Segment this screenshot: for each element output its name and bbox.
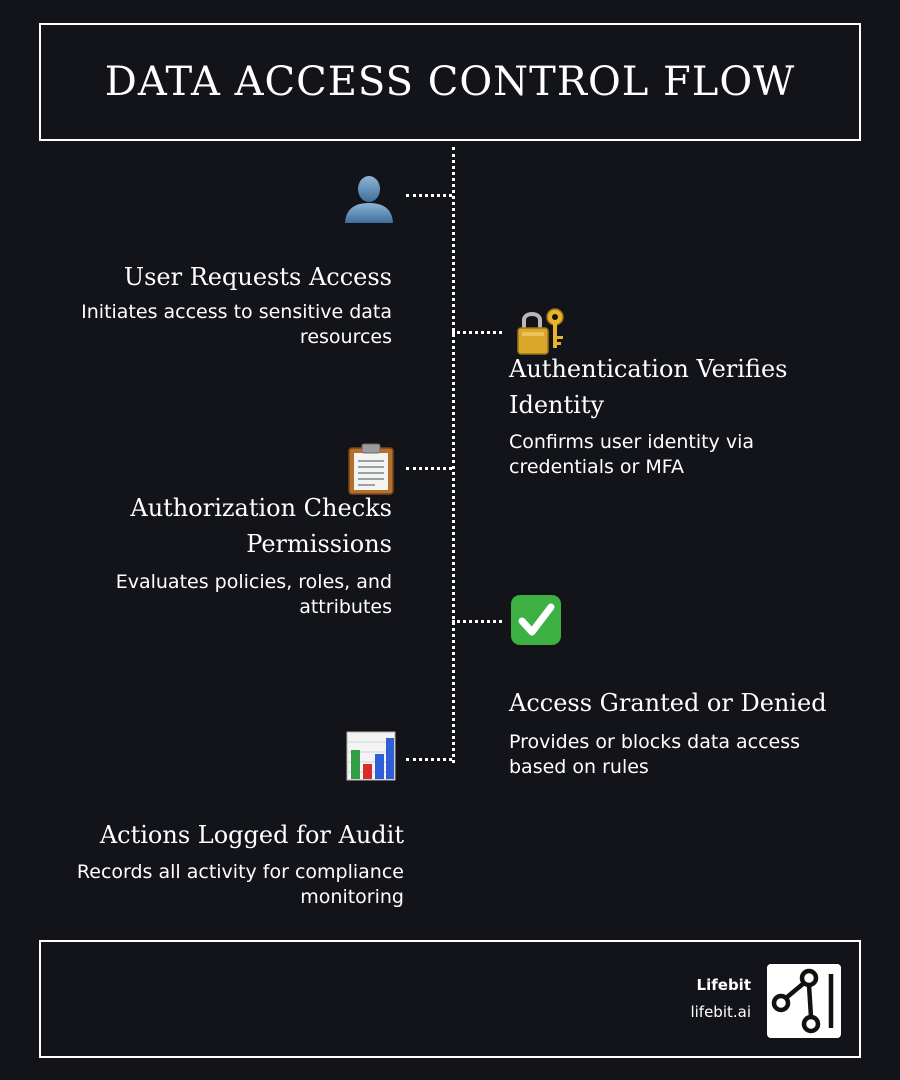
step-4-description: Provides or blocks data access based on rules — [509, 731, 801, 778]
lifebit-logo-icon — [767, 964, 841, 1038]
clipboard-icon — [345, 443, 397, 495]
connector-step-1 — [406, 194, 452, 197]
connector-step-5 — [406, 758, 452, 761]
connector-step-2 — [452, 331, 502, 334]
step-1-title: User Requests Access — [123, 263, 392, 291]
user-silhouette-icon — [343, 173, 395, 225]
title-box — [39, 23, 861, 141]
step-2-title: Authentication Verifies Identity — [509, 355, 788, 419]
brand-url[interactable]: lifebit.ai — [690, 1003, 751, 1021]
step-3-title: Authorization Checks Permissions — [130, 494, 392, 558]
step-1-description: Initiates access to sensitive data resources — [81, 301, 392, 348]
step-5-title: Actions Logged for Audit — [99, 821, 404, 849]
connector-step-3 — [406, 467, 452, 470]
step-4-title: Access Granted or Denied — [509, 689, 827, 717]
step-3-description: Evaluates policies, roles, and attributes — [115, 571, 392, 618]
check-mark-icon — [510, 594, 562, 646]
timeline-spine — [452, 147, 455, 763]
diagram-title: DATA ACCESS CONTROL FLOW — [104, 59, 796, 105]
step-2-description: Confirms user identity via credentials or MFA — [509, 431, 755, 478]
connector-step-4 — [452, 620, 502, 623]
brand-name: Lifebit — [696, 976, 751, 994]
step-5-description: Records all activity for compliance monitoring — [76, 861, 404, 908]
footer-box — [39, 940, 861, 1058]
bar-chart-icon — [345, 730, 397, 782]
